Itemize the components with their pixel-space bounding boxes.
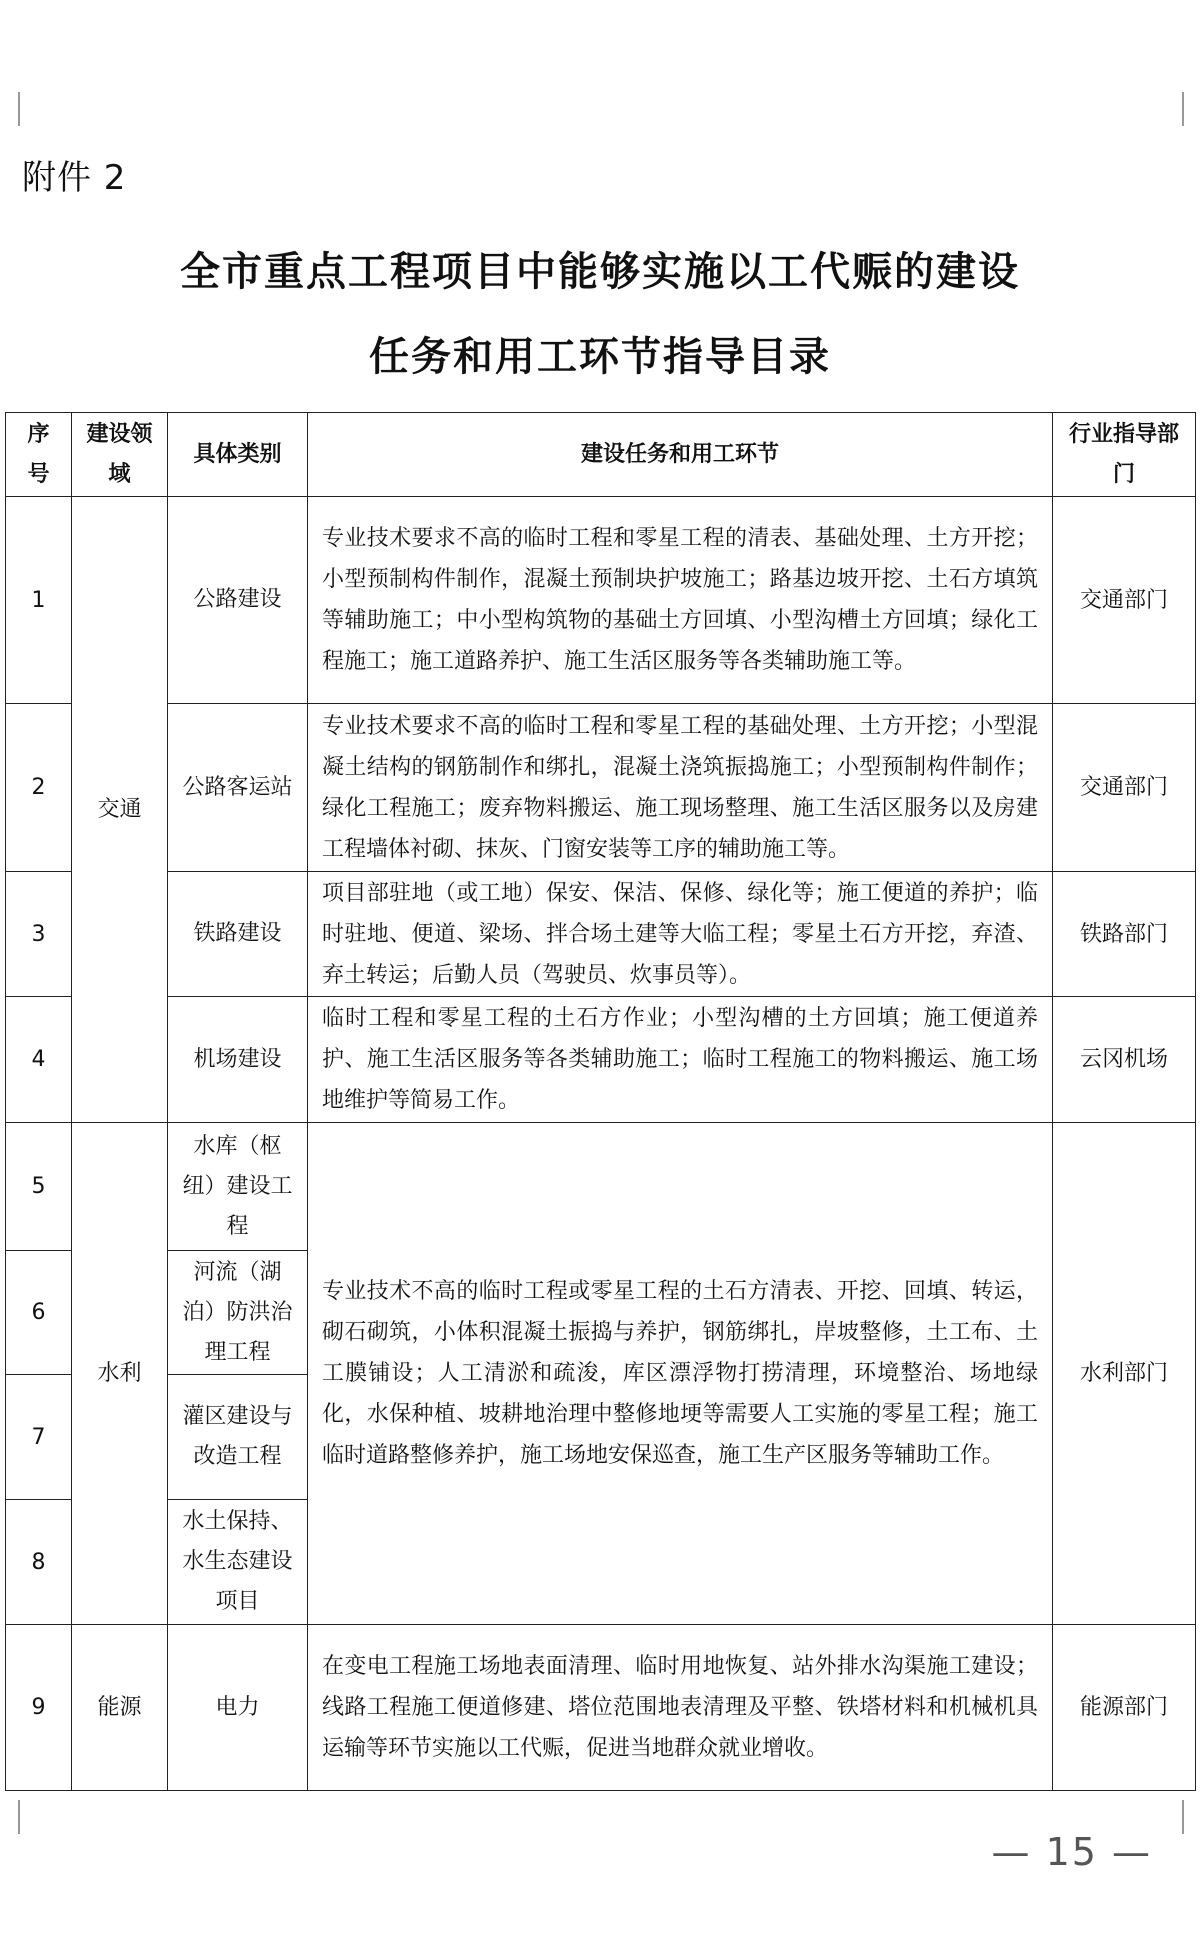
table-row xyxy=(6,704,1196,872)
guidance-table xyxy=(5,412,1196,1791)
crop-mark-top-left xyxy=(0,92,20,126)
table-row xyxy=(6,1123,1196,1251)
header-tasks: 建设任务和用工环节 xyxy=(308,413,1053,497)
row-tasks: 在变电工程施工场地表面清理、临时用地恢复、站外排水沟渠施工建设；线路工程施工便道修建、塔位范围地表清理及平整、铁塔材料和机械机具运输等环节实施以工代赈，促进当地群众就业增收。 xyxy=(308,1625,1053,1791)
row-seq: 1 xyxy=(6,497,72,704)
page-number: — 15 — xyxy=(991,1830,1152,1874)
water-tasks: 专业技术不高的临时工程或零星工程的土石方清表、开挖、回填、转运，砌石砌筑，小体积混凝土振捣与养护，钢筋绑扎，岸坡整修，土工布、土工膜铺设；人工清淤和疏浚，库区漂浮物打捞清理，环境整治、场地绿化，水保种植、坡耕地治理中整修地埂等需要人工实施的零星工程；施工临时道路整修养护，施工场地安保巡查，施工生产区服务等辅助工作。 xyxy=(308,1123,1053,1625)
crop-mark-bottom-left xyxy=(0,1800,20,1834)
row-seq: 9 xyxy=(6,1625,72,1791)
row-category: 电力 xyxy=(168,1625,308,1791)
row-dept: 能源部门 xyxy=(1053,1625,1196,1791)
row-seq: 7 xyxy=(6,1375,72,1500)
row-category: 水土保持、水生态建设项目 xyxy=(168,1500,308,1625)
row-tasks: 临时工程和零星工程的土石方作业；小型沟槽的土方回填；施工便道养护、施工生活区服务等各类辅助施工；临时工程施工的物料搬运、施工场地维护等简易工作。 xyxy=(308,997,1053,1123)
row-seq: 8 xyxy=(6,1500,72,1625)
row-category: 河流（湖泊）防洪治理工程 xyxy=(168,1251,308,1375)
header-category: 具体类别 xyxy=(168,413,308,497)
document-title-line-1: 全市重点工程项目中能够实施以工代赈的建设 xyxy=(180,249,1020,295)
header-seq: 序号 xyxy=(6,413,72,497)
row-category: 公路建设 xyxy=(168,497,308,704)
table-row xyxy=(6,997,1196,1123)
row-tasks: 专业技术要求不高的临时工程和零星工程的基础处理、土方开挖；小型混凝土结构的钢筋制作和绑扎，混凝土浇筑振捣施工；小型预制构件制作；绿化工程施工；废弃物料搬运、施工现场整理、施工生活区服务以及房建工程墙体衬砌、抹灰、门窗安装等工序的辅助施工等。 xyxy=(308,704,1053,872)
row-dept: 交通部门 xyxy=(1053,497,1196,704)
crop-mark-bottom-right xyxy=(1182,1800,1200,1834)
row-category: 公路客运站 xyxy=(168,704,308,872)
attachment-label: 附件 2 xyxy=(22,158,127,198)
table-row xyxy=(6,1625,1196,1791)
water-dept: 水利部门 xyxy=(1053,1123,1196,1625)
row-dept: 云冈机场 xyxy=(1053,997,1196,1123)
row-category: 铁路建设 xyxy=(168,872,308,997)
domain-energy: 能源 xyxy=(72,1625,168,1791)
row-seq: 6 xyxy=(6,1251,72,1375)
row-category: 水库（枢纽）建设工程 xyxy=(168,1123,308,1251)
table-row xyxy=(6,497,1196,704)
table-row xyxy=(6,872,1196,997)
row-seq: 4 xyxy=(6,997,72,1123)
row-seq: 3 xyxy=(6,872,72,997)
domain-water: 水利 xyxy=(72,1123,168,1625)
row-tasks: 项目部驻地（或工地）保安、保洁、保修、绿化等；施工便道的养护；临时驻地、便道、梁场、拌合场土建等大临工程；零星土石方开挖，弃渣、弃土转运；后勤人员（驾驶员、炊事员等）。 xyxy=(308,872,1053,997)
row-seq: 2 xyxy=(6,704,72,872)
domain-transport: 交通 xyxy=(72,497,168,1123)
table-header-row xyxy=(6,413,1196,497)
header-domain: 建设领域 xyxy=(72,413,168,497)
row-category: 机场建设 xyxy=(168,997,308,1123)
row-dept: 铁路部门 xyxy=(1053,872,1196,997)
header-dept: 行业指导部门 xyxy=(1053,413,1196,497)
row-tasks: 专业技术要求不高的临时工程和零星工程的清表、基础处理、土方开挖；小型预制构件制作，混凝土预制块护坡施工；路基边坡开挖、土石方填筑等辅助施工；中小型构筑物的基础土方回填、小型沟槽土方回填；绿化工程施工；施工道路养护、施工生活区服务等各类辅助施工等。 xyxy=(308,497,1053,704)
document-title-line-2: 任务和用工环节指导目录 xyxy=(369,334,831,380)
row-dept: 交通部门 xyxy=(1053,704,1196,872)
row-seq: 5 xyxy=(6,1123,72,1251)
crop-mark-top-right xyxy=(1182,92,1200,126)
row-category: 灌区建设与改造工程 xyxy=(168,1375,308,1500)
